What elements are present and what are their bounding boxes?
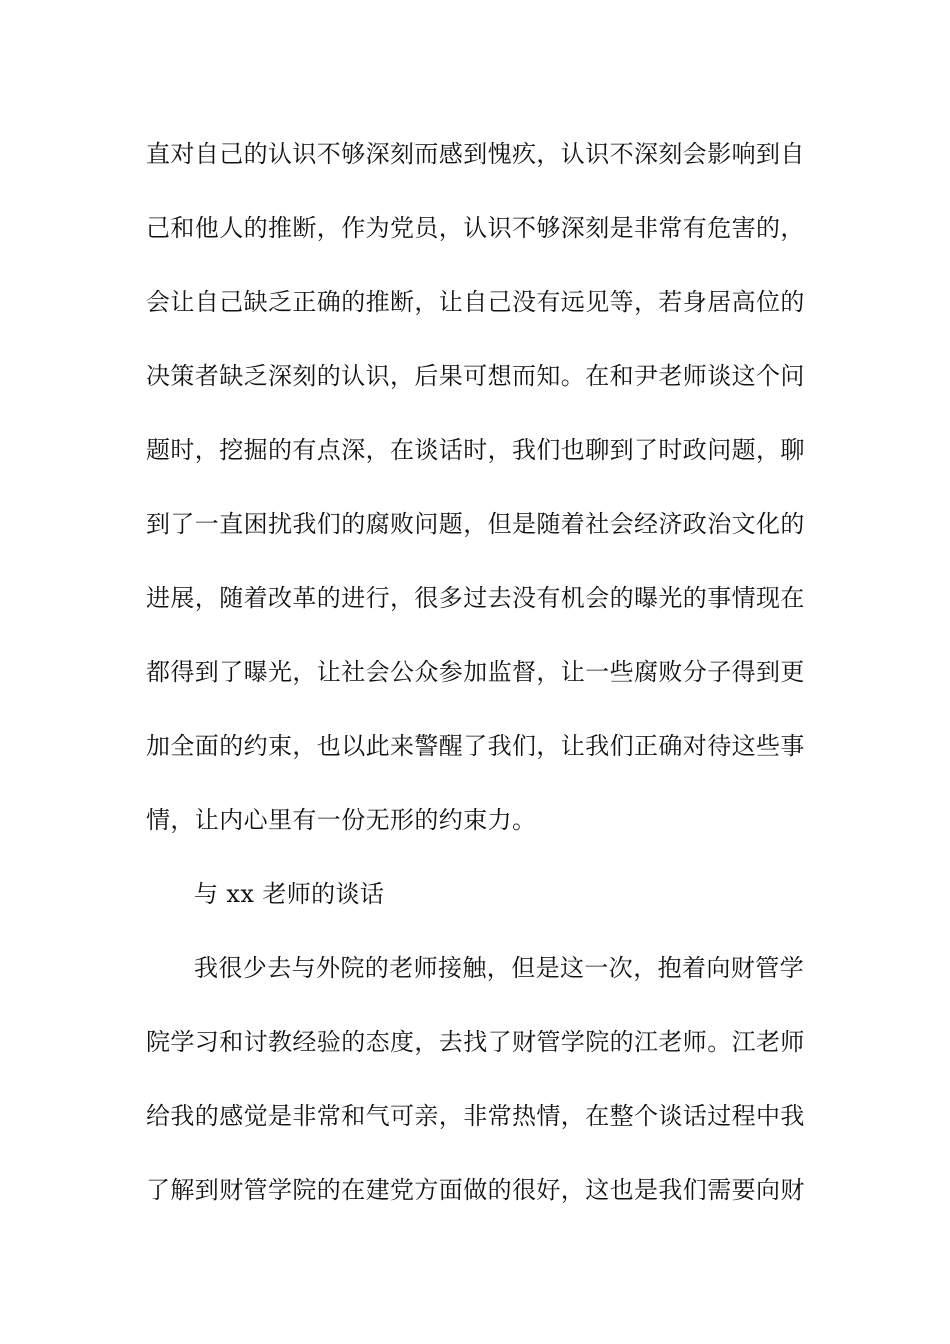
paragraph-line: 了解到财管学院的在建党方面做的很好，这也是我们需要向财 xyxy=(146,1176,805,1204)
paragraph-line: 到了一直困扰我们的腐败问题，但是随着社会经济政治文化的 xyxy=(146,510,805,538)
paragraph-line: 直对自己的认识不够深刻而感到愧疚，认识不深刻会影响到自 xyxy=(146,140,805,168)
paragraph-line: 决策者缺乏深刻的认识，后果可想而知。在和尹老师谈这个问 xyxy=(146,362,805,390)
paragraph-line: 我很少去与外院的老师接触，但是这一次，抱着向财管学 xyxy=(194,954,804,982)
paragraph-line: 题时，挖掘的有点深，在谈话时，我们也聊到了时政问题，聊 xyxy=(146,436,805,464)
paragraph-line: 会让自己缺乏正确的推断，让自己没有远见等，若身居高位的 xyxy=(146,288,805,316)
paragraph-line: 己和他人的推断，作为党员，认识不够深刻是非常有危害的， xyxy=(146,214,805,242)
section-heading: 与 xx 老师的谈话 xyxy=(194,880,385,908)
paragraph-line: 进展，随着改革的进行，很多过去没有机会的曝光的事情现在 xyxy=(146,584,805,612)
paragraph-line: 都得到了曝光，让社会公众参加监督，让一些腐败分子得到更 xyxy=(146,658,805,686)
paragraph-line: 给我的感觉是非常和气可亲，非常热情，在整个谈话过程中我 xyxy=(146,1102,805,1130)
paragraph-line: 情，让内心里有一份无形的约束力。 xyxy=(146,806,537,834)
paragraph-line: 加全面的约束，也以此来警醒了我们，让我们正确对待这些事 xyxy=(146,732,805,760)
paragraph-line: 院学习和讨教经验的态度，去找了财管学院的江老师。江老师 xyxy=(146,1028,805,1056)
